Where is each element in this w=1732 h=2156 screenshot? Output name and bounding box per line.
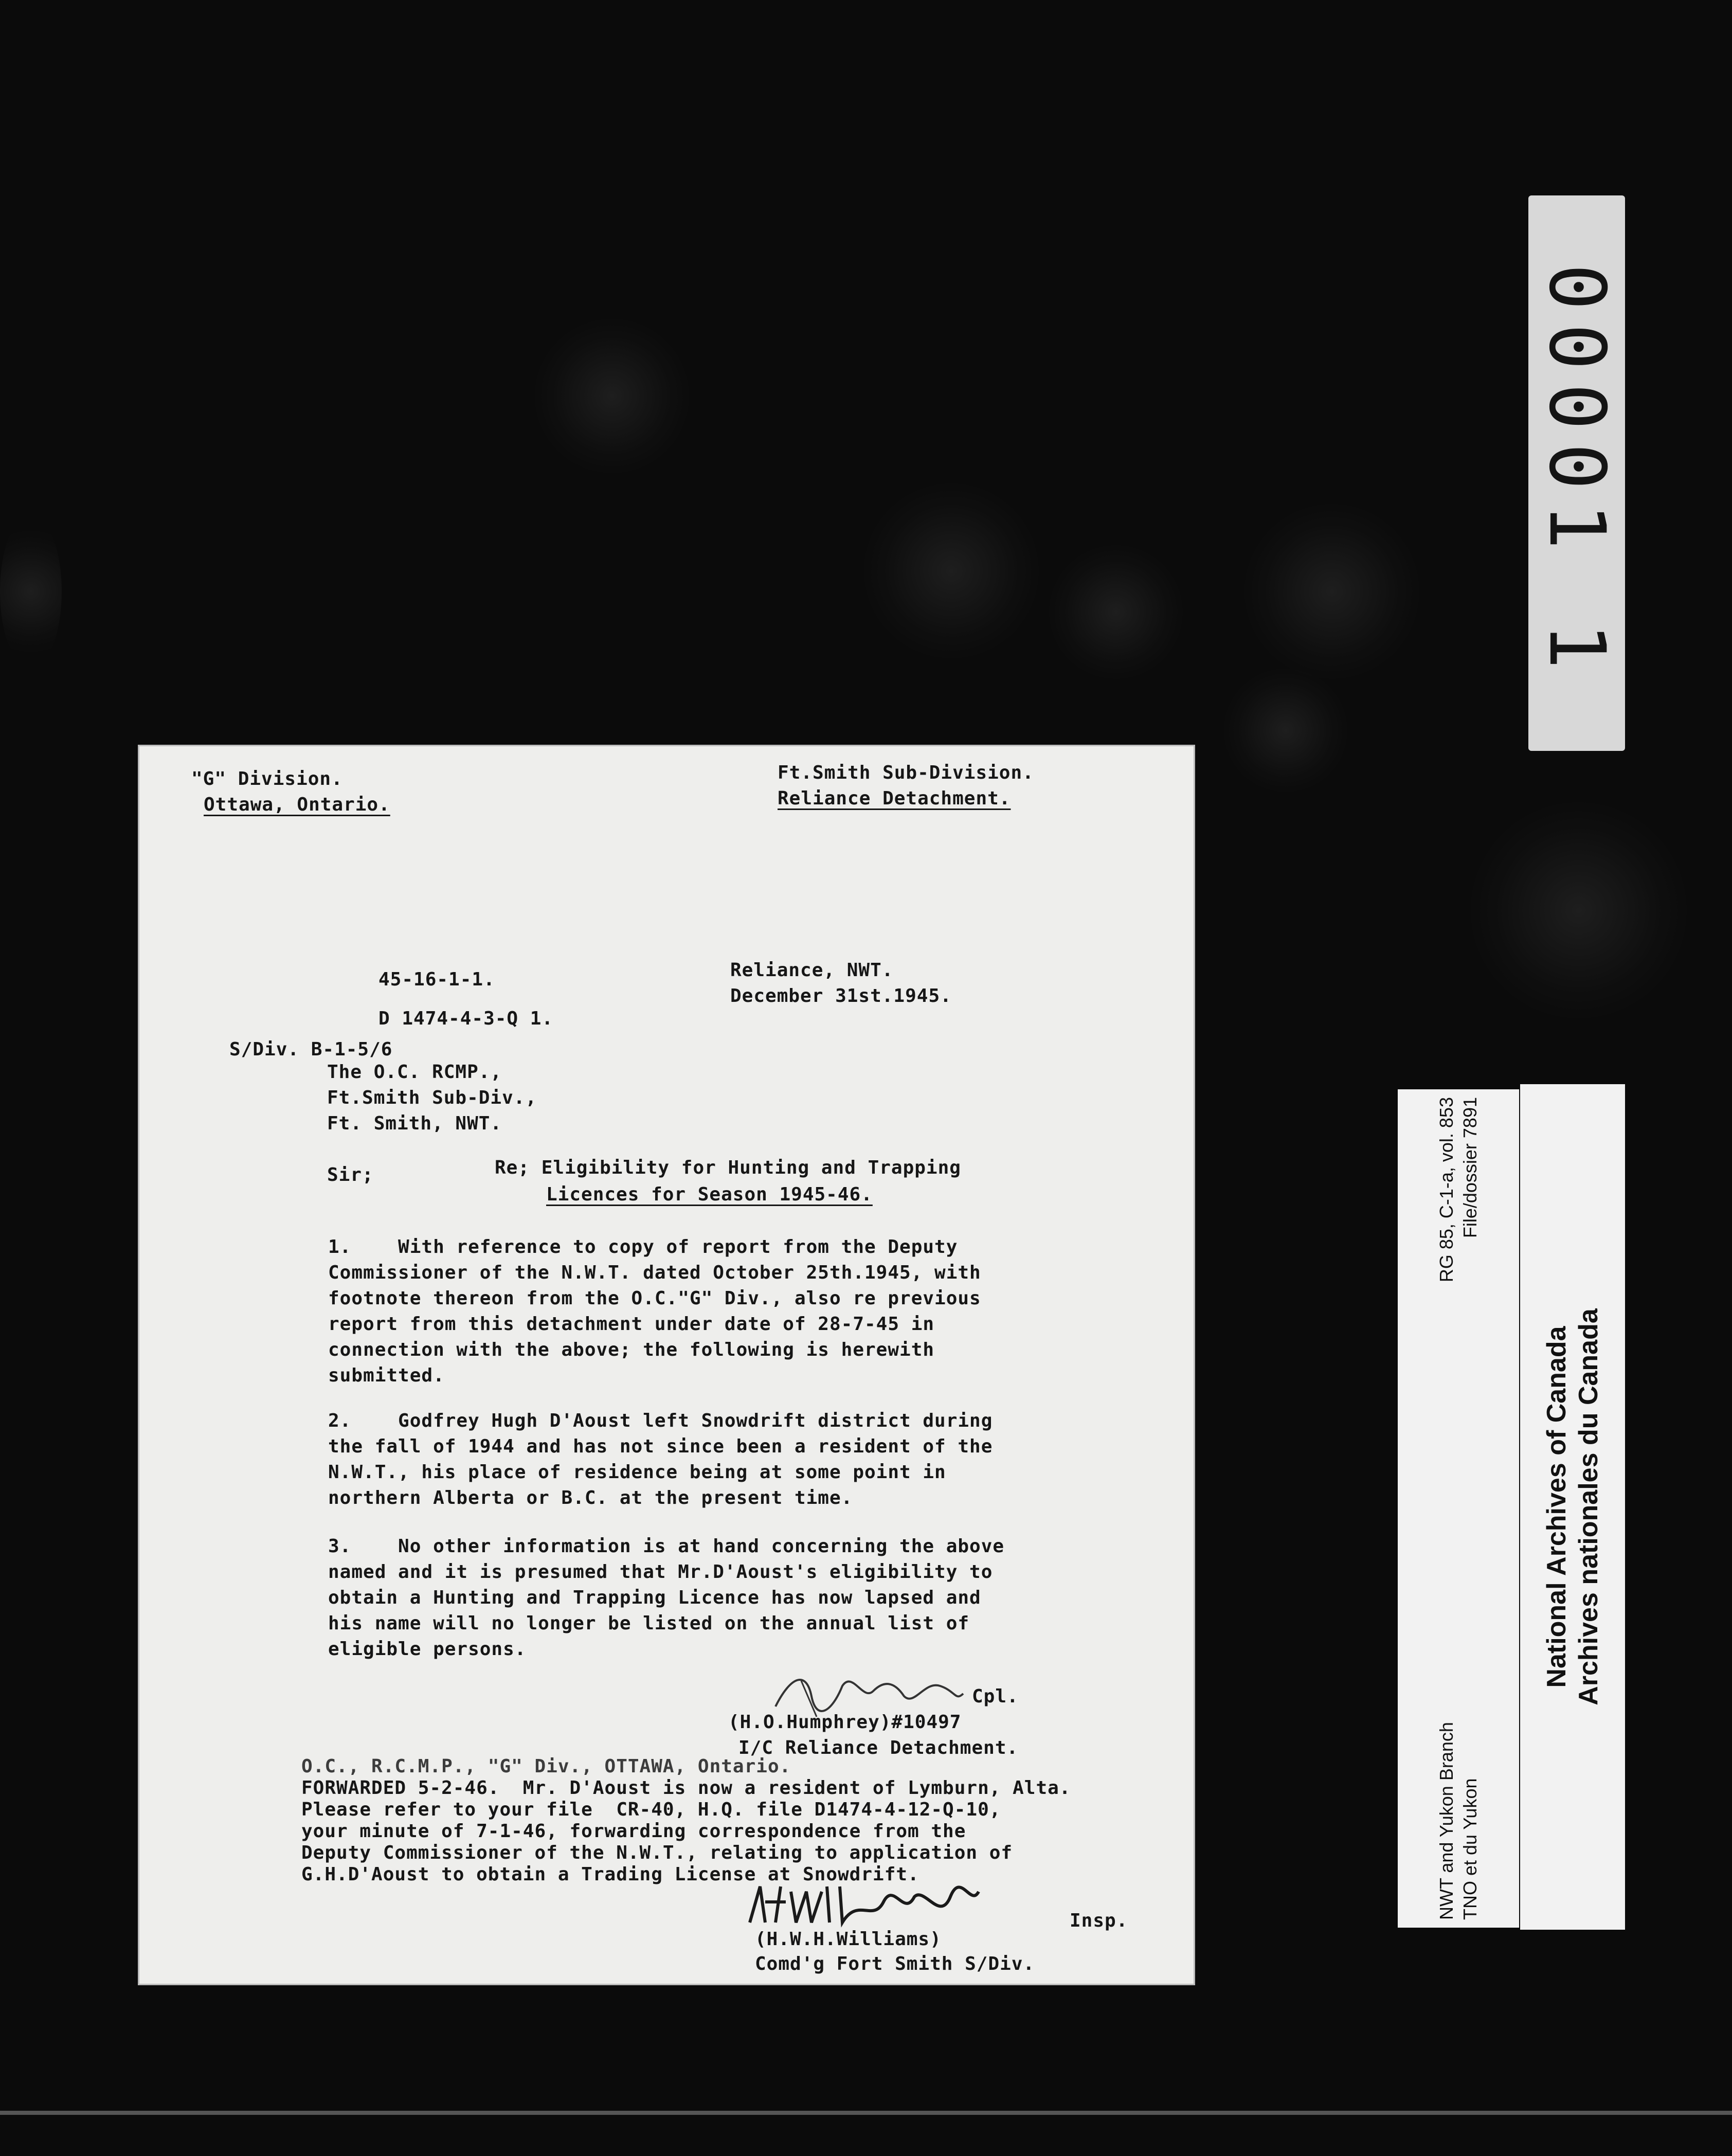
background-smudge bbox=[1471, 802, 1687, 1018]
letter-page bbox=[138, 745, 1195, 1985]
file-number-2: D 1474-4-3-Q 1. bbox=[378, 1008, 554, 1029]
frame-counter-digits: 00001 1 bbox=[1532, 263, 1621, 683]
address-line-1: The O.C. RCMP., bbox=[327, 1062, 502, 1083]
background-smudge bbox=[1049, 545, 1183, 679]
minute-line: O.C., R.C.M.P., "G" Div., OTTAWA, Ontario. bbox=[301, 1756, 791, 1777]
header-right-detachment: Reliance Detachment. bbox=[778, 788, 1011, 809]
file-number-1: 45-16-1-1. bbox=[378, 969, 495, 990]
background-smudge bbox=[864, 483, 1039, 658]
signature-1-title: I/C Reliance Detachment. bbox=[738, 1737, 1019, 1758]
minute-line: your minute of 7-1-46, forwarding correspondence from the bbox=[301, 1821, 966, 1842]
signature-2-rank: Insp. bbox=[1070, 1910, 1128, 1931]
minute-line: FORWARDED 5-2-46. Mr. D'Aoust is now a resident of Lymburn, Alta. bbox=[301, 1777, 1071, 1799]
paragraph-line: obtain a Hunting and Trapping Licence has now lapsed and bbox=[328, 1587, 981, 1608]
paragraph-line: Commissioner of the N.W.T. dated October 25th.1945, with bbox=[328, 1262, 981, 1283]
archive-reference: RG 85, C-1-a, vol. 853 bbox=[1436, 1097, 1457, 1283]
file-dossier: File/dossier 7891 bbox=[1459, 1097, 1481, 1238]
frame-counter bbox=[1528, 195, 1625, 751]
signature-1-rank: Cpl. bbox=[972, 1686, 1019, 1707]
subject-line-1: Re; Eligibility for Hunting and Trapping bbox=[495, 1157, 961, 1178]
paragraph-line: eligible persons. bbox=[328, 1639, 527, 1660]
signature-2-title: Comd'g Fort Smith S/Div. bbox=[755, 1953, 1035, 1974]
paragraph-line: his name will no longer be listed on the annual list of bbox=[328, 1613, 970, 1634]
paragraph-line: northern Alberta or B.C. at the present time. bbox=[328, 1487, 853, 1508]
paragraph-line: report from this detachment under date of 28-7-45 in bbox=[328, 1314, 935, 1335]
archives-name-fr: Archives nationales du Canada bbox=[1574, 1308, 1603, 1705]
signature-1-name: (H.O.Humphrey)#10497 bbox=[728, 1712, 962, 1733]
paragraph-line: footnote thereon from the O.C."G" Div., also re previous bbox=[328, 1288, 981, 1309]
header-right-subdivision: Ft.Smith Sub-Division. bbox=[778, 762, 1034, 783]
minute-line: Deputy Commissioner of the N.W.T., relating to application of bbox=[301, 1842, 1013, 1863]
film-edge-line bbox=[0, 2111, 1732, 2115]
paragraph-line: connection with the above; the following is herewith bbox=[328, 1339, 935, 1360]
salutation: Sir; bbox=[327, 1164, 374, 1185]
williams-signature bbox=[745, 1876, 981, 1933]
letter-place: Reliance, NWT. bbox=[730, 960, 894, 981]
letter-date: December 31st.1945. bbox=[730, 985, 952, 1007]
national-archives-label bbox=[1520, 1084, 1625, 1930]
background-smudge bbox=[0, 514, 62, 669]
paragraph-line: 3. No other information is at hand concerning the above bbox=[328, 1536, 1005, 1557]
signature-2-name: (H.W.H.Williams) bbox=[755, 1929, 942, 1950]
archives-name-en: National Archives of Canada bbox=[1542, 1326, 1572, 1688]
paragraph-line: 2. Godfrey Hugh D'Aoust left Snowdrift district during bbox=[328, 1410, 993, 1431]
branch-name-fr: TNO et du Yukon bbox=[1459, 1778, 1481, 1920]
branch-name-en: NWT and Yukon Branch bbox=[1436, 1722, 1457, 1920]
address-line-2: Ft.Smith Sub-Div., bbox=[327, 1087, 537, 1108]
archive-reference-label bbox=[1398, 1089, 1519, 1928]
paragraph-line: 1. With reference to copy of report from the Deputy bbox=[328, 1236, 958, 1257]
address-line-3: Ft. Smith, NWT. bbox=[327, 1113, 502, 1134]
background-smudge bbox=[1224, 669, 1347, 792]
paragraph-line: the fall of 1944 and has not since been a resident of the bbox=[328, 1436, 993, 1457]
subdivision-reference: S/Div. B-1-5/6 bbox=[229, 1039, 393, 1060]
paragraph-line: named and it is presumed that Mr.D'Aoust's eligibility to bbox=[328, 1561, 993, 1583]
minute-line: G.H.D'Aoust to obtain a Trading License at Snowdrift. bbox=[301, 1864, 919, 1885]
minute-line: Please refer to your file CR-40, H.Q. file D1474-4-12-Q-10, bbox=[301, 1799, 1001, 1820]
subject-line-2: Licences for Season 1945-46. bbox=[546, 1184, 873, 1205]
background-smudge bbox=[535, 319, 689, 473]
header-left-division: "G" Division. bbox=[191, 768, 343, 789]
paragraph-line: submitted. bbox=[328, 1365, 445, 1386]
header-left-location: Ottawa, Ontario. bbox=[204, 794, 390, 815]
paragraph-line: N.W.T., his place of residence being at some point in bbox=[328, 1462, 946, 1483]
background-smudge bbox=[1244, 504, 1419, 679]
